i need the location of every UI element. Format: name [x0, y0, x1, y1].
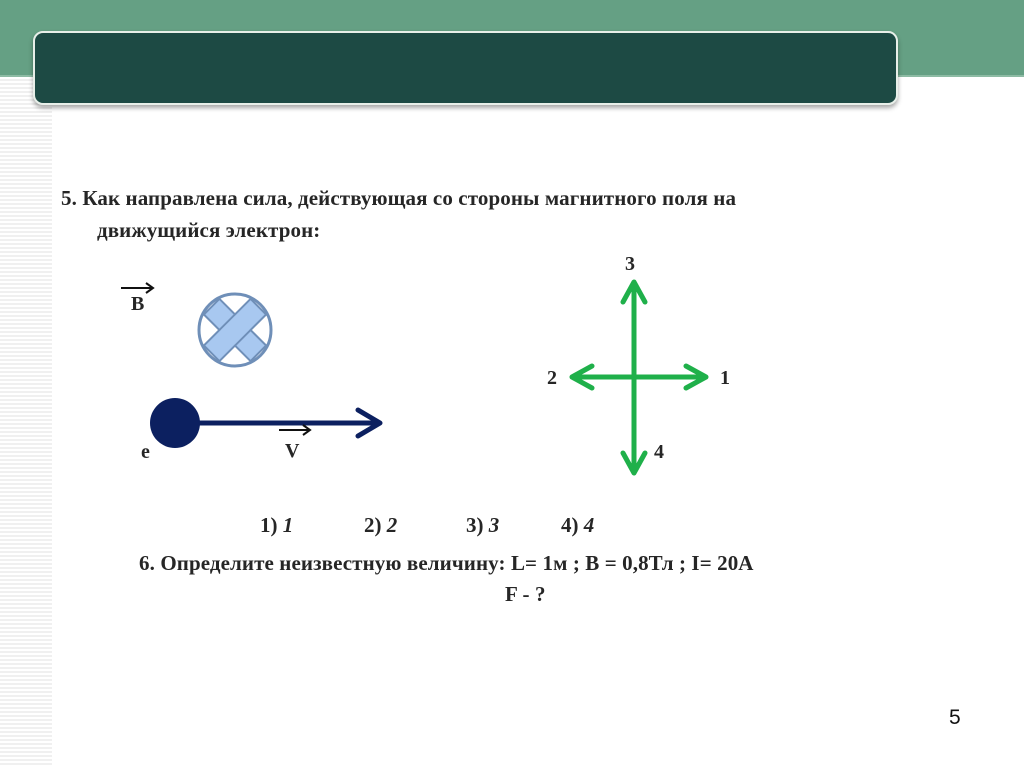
answer-option-3: [466, 513, 499, 538]
electron-label: e: [141, 441, 150, 463]
page-number: 5: [949, 706, 961, 729]
answer-value: 3: [488, 513, 500, 537]
answer-value: 4: [583, 513, 595, 537]
direction-label-up: 3: [625, 253, 635, 275]
field-label: B: [131, 293, 145, 315]
field-into-page-cross-icon: [188, 283, 281, 376]
answer-prefix: 4): [561, 513, 579, 537]
answer-value: 2: [386, 513, 398, 537]
velocity-label: V: [285, 440, 300, 462]
answer-value: 1: [282, 513, 294, 537]
question-6-line1: [139, 551, 754, 576]
question-5-number: 5.: [61, 186, 77, 210]
answer-option-1: [260, 513, 293, 538]
answer-prefix: 1): [260, 513, 278, 537]
b-vector-arrow-icon: [121, 283, 153, 293]
question-6-text: Определите неизвестную величину: L= 1м ; B = 0,8Тл ; I= 20А: [160, 551, 754, 575]
direction-label-right: 1: [720, 367, 730, 389]
question-5-line2: движущийся электрон:: [97, 218, 321, 242]
direction-label-down: 4: [654, 441, 664, 463]
answer-option-4: [561, 513, 594, 538]
answer-prefix: 2): [364, 513, 382, 537]
electron-icon: [150, 398, 200, 448]
direction-arrows-icon: [572, 282, 706, 473]
velocity-arrow-icon: [195, 410, 380, 436]
answer-prefix: 3): [466, 513, 484, 537]
answer-option-2: [364, 513, 397, 538]
v-vector-arrow-icon: [279, 425, 310, 435]
question-6-line2: F - ?: [505, 582, 546, 606]
question-5-text: Как направлена сила, действующая со стороны магнитного поля на: [82, 186, 737, 210]
question-6-number: 6.: [139, 551, 155, 575]
direction-label-left: 2: [547, 367, 557, 389]
